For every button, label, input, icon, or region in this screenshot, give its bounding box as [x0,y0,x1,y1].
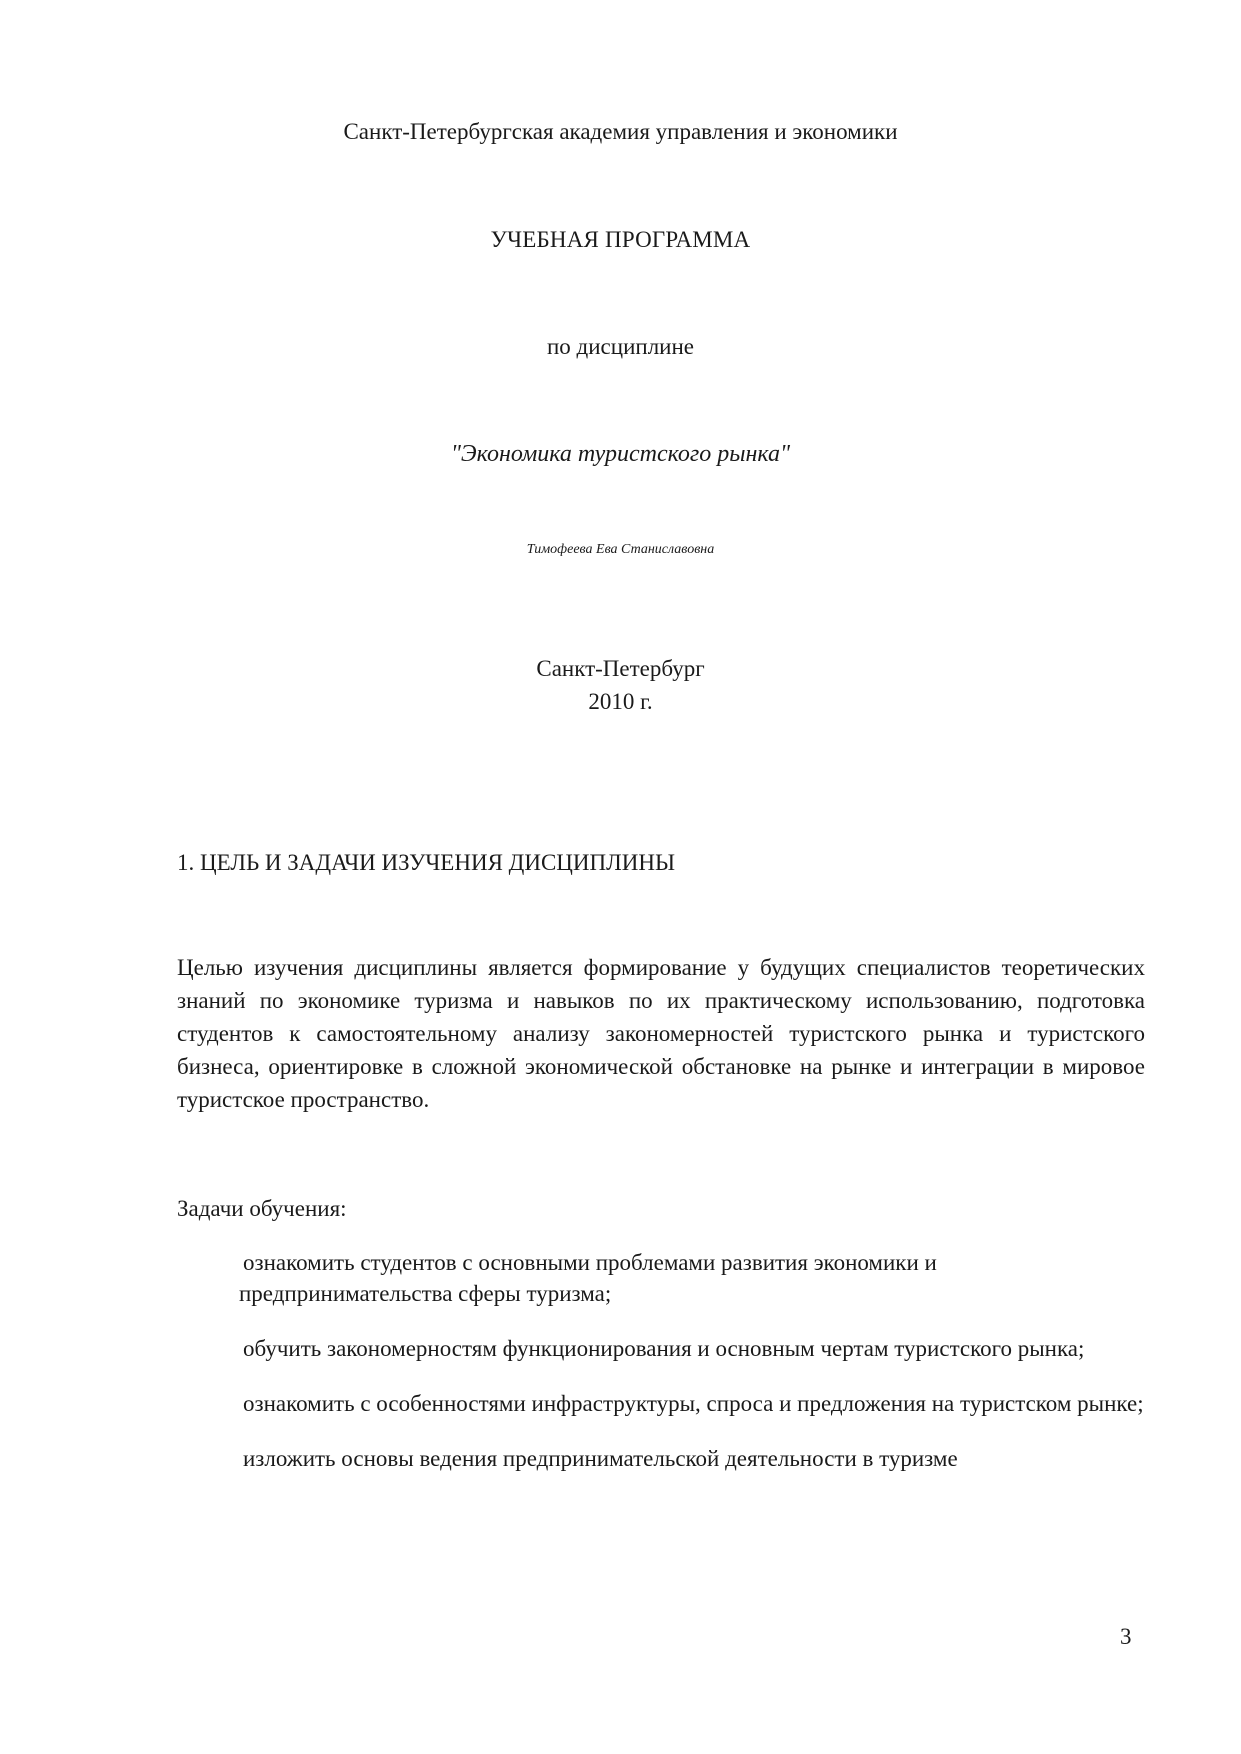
section-heading: 1. ЦЕЛЬ И ЗАДАЧИ ИЗУЧЕНИЯ ДИСЦИПЛИНЫ [177,850,676,875]
task-text: изложить основы ведения предпринимательской деятельности в туризме [243,1446,958,1471]
goal-paragraph: Целью изучения дисциплины является формирование у будущих специалистов теоретических знаний по экономике туризма и навыков по их практическому использованию, подготовка студентов к самостоятельному анализу закономерностей туристского рынка и туристского бизнеса, ориентировке в сложной экономической обстановке на рынке и интеграции в мировое туристское пространство. [177,955,1145,1112]
discipline-label: по дисциплине [546,334,694,359]
list-item [235,1388,1155,1419]
tasks-heading: Задачи обучения: [177,1196,347,1221]
academy-name: Санкт-Петербургская академия управления и экономики [343,119,898,144]
tasks-list [235,1247,1155,1498]
year: 2010 г. [588,689,653,714]
list-item [235,1333,1155,1364]
author-name: Тимофеева Ева Станиславовна [526,542,715,557]
page-number: 3 [1120,1624,1132,1649]
task-text: обучить закономерностям функционирования и основным чертам туристского рынка; [243,1336,1085,1361]
city: Санкт-Петербург [536,656,705,681]
discipline-name: "Экономика туристского рынка" [450,441,791,467]
document-title: УЧЕБНАЯ ПРОГРАММА [490,227,751,252]
task-text: ознакомить с особенностями инфраструктуры, спроса и предложения на туристском рынке; [243,1391,1144,1416]
list-item [235,1247,1155,1309]
list-item [235,1443,1155,1474]
task-text: ознакомить студентов с основными проблемами развития экономики и предпринимательства сферы туризма; [239,1250,937,1306]
